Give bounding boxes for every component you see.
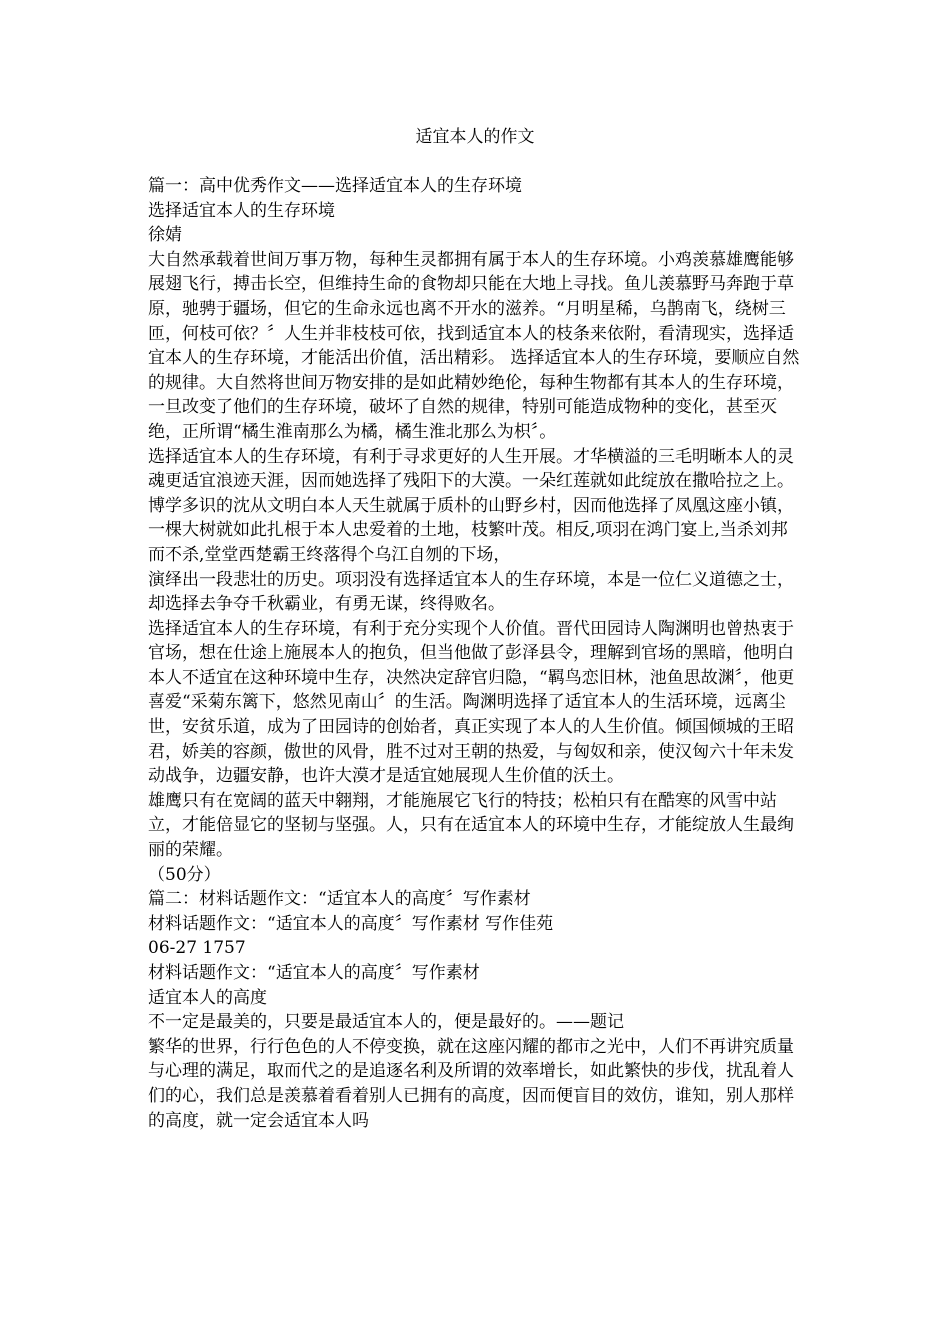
essay-title-1: 选择适宜本人的生存环境 [148,200,335,221]
source-line: 材料话题作文：“适宜本人的高度〞写作素材 写作佳苑 [148,913,554,934]
essay-title-2: 适宜本人的高度 [148,987,267,1008]
author-name: 徐婧 [148,225,182,246]
paragraph: 大自然承载着世间万事万物，每种生灵都拥有属于本人的生存环境。小鸡羡慕雄鹰能够展翅飞行，搏击长空，但维持生命的食物却只能在大地上寻找。鱼儿羡慕野马奔跑于草原，驰骋于疆场，但它的生命永远也离不开水的滋养。“月明星稀，乌鹊南飞，绕树三匝，何枝可依？〞人生并非枝枝可依，找到适宜本人的枝条来依附，看清现实，选择适宜本人的生存环境，才能活出价值，活出精彩。 选择适宜本人的生存环境，要顺应自然的规律。大自然将世间万物安排的是如此精妙绝伦，每种生物都有其本人的生存环境，一旦改变了他们的生存环境，破坏了自然的规律，特别可能造成物种的变化，甚至灭绝，正所谓“橘生淮南那么为橘，橘生淮北那么为枳〞。 [148,249,800,442]
paragraph: 选择适宜本人的生存环境，有利于寻求更好的人生开展。才华横溢的三毛明晰本人的灵魂更适宜浪迹天涯，因而她选择了残阳下的大漠。一朵红莲就如此绽放在撒哈拉之上。博学多识的沈从文明白本人天生就属于质朴的山野乡村，因而他选择了凤凰这座小镇，一棵大树就如此扎根于本人忠爱着的土地，枝繁叶茂。相反,项羽在鸿门宴上,当杀刘邦而不杀,堂堂西楚霸王终落得个乌江自刎的下场， [148,446,794,565]
epigraph: 不一定是最美的，只要是最适宜本人的，便是最好的。——题记 [148,1012,624,1033]
date-stamp: 06-27 1757 [148,938,246,959]
section-heading-2: 篇二：材料话题作文：“适宜本人的高度〞写作素材 [148,889,531,910]
document-title: 适宜本人的作文 [415,127,535,147]
paragraph: 演绎出一段悲壮的历史。项羽没有选择适宜本人的生存环境，本是一位仁义道德之士，却选择去争夺千秋霸业，有勇无谋，终得败名。 [148,569,794,615]
paragraph: 繁华的世界，行行色色的人不停变换，就在这座闪耀的都市之光中，人们不再讲究质量与心理的满足，取而代之的是追逐名利及所谓的效率增长，如此繁快的步伐，扰乱着人们的心，我们总是羡慕着看着别人已拥有的高度，因而便盲目的效仿，谁知，别人那样的高度，就一定会适宜本人吗 [148,1036,794,1131]
section-heading-1: 篇一：高中优秀作文——选择适宜本人的生存环境 [148,176,522,196]
paragraph: 雄鹰只有在宽阔的蓝天中翱翔，才能施展它飞行的特技；松柏只有在酷寒的风雪中站立，才能倍显它的坚韧与坚强。人，只有在适宜本人的环境中生存，才能绽放人生最绚丽的荣耀。 [148,790,794,861]
material-title: 材料话题作文：“适宜本人的高度〞写作素材 [148,963,480,983]
document-body [148,174,800,1133]
score-note: （50分） [148,864,221,885]
paragraph: 选择适宜本人的生存环境，有利于充分实现个人价值。晋代田园诗人陶渊明也曾热衷于官场，想在仕途上施展本人的抱负，但当他做了彭泽县令，理解到官场的黑暗，他明白本人不适宜在这种环境中生存，决然决定辞官归隐，“羁鸟恋旧林，池鱼思故渊〞，他更喜爱“采菊东篱下，悠然见南山〞的生活。陶渊明选择了适宜本人的生活环境，远离尘世，安贫乐道，成为了田园诗的创始者，真正实现了本人的人生价值。倾国倾城的王昭君，娇美的容颜，傲世的风骨，胜不过对王朝的热爱，与匈奴和亲，使汉匈六十年未发动战争，边疆安静，也许大漠才是适宜她展现人生价值的沃土。 [148,618,795,787]
